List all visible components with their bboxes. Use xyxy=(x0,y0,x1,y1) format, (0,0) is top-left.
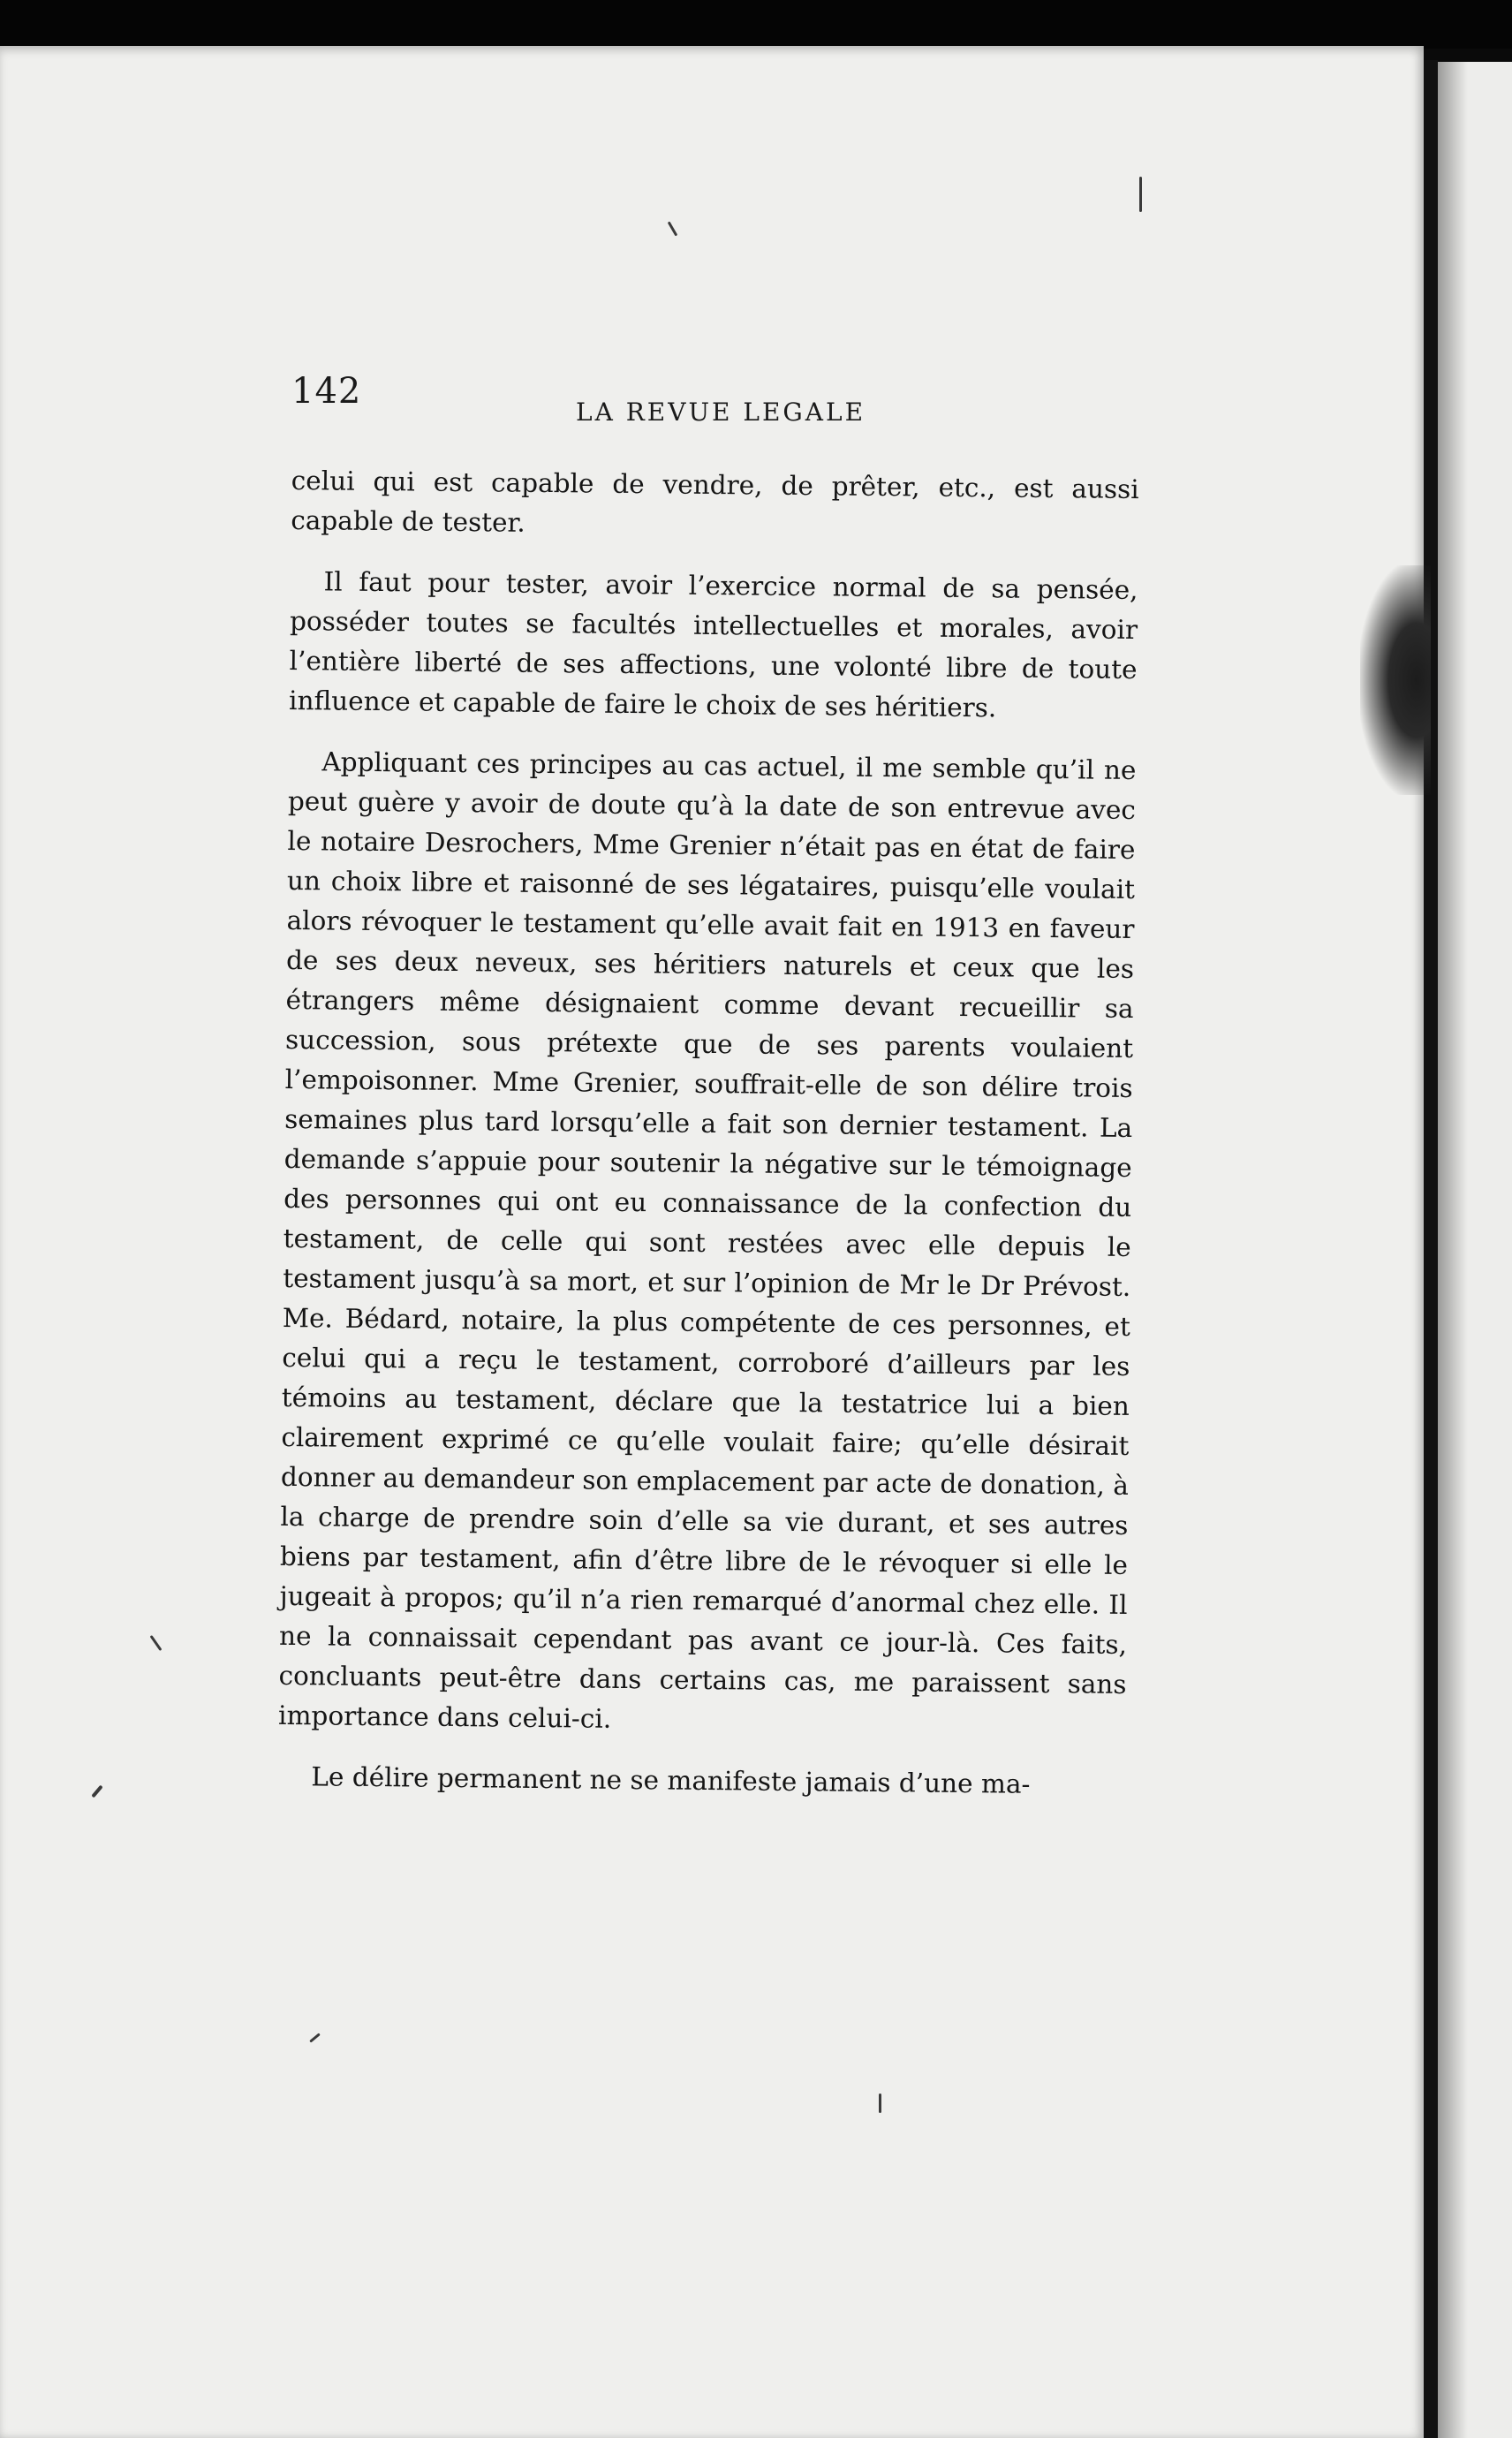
adjacent-page-shadow xyxy=(1438,62,1512,2438)
body-text xyxy=(277,461,1139,1806)
page-gutter-shadow xyxy=(1424,60,1438,2438)
paragraph: Le délire permanent ne se manifeste jamais d’une ma- xyxy=(311,1761,1031,1799)
paragraph: Il faut pour tester, avoir l’exercice normal de sa pensée, posséder toutes se facultés intellectuelles et morales, avoir l’entière liberté de ses affections, une volonté libre de toute influence et capable de faire le choix de ses héritiers. xyxy=(288,566,1138,723)
paragraph: Appliquant ces principes au cas actuel, il me semble qu’il ne peut guère y avoir de doute qu’à la date de son entrevue avec le notaire Desrochers, Mme Grenier n’était pas en état de faire un choix libre et raisonné de ses légataires, puisqu’elle voulait alors révoquer le testament qu’elle avait fait en 1913 en faveur de ses deux neveux, ses héritiers naturels et ceux que les étrangers même désignaient comme devant recueillir sa succession, sous prétexte que de ses parents voulaient l’empoisonner. Mme Grenier, souffrait-elle de son délire trois semaines plus tard lorsqu’elle a fait son dernier testament. La demande s’appuie pour soutenir la négative sur le témoignage des personnes qui ont eu connaissance de la confection du testament, de celle qui sont restées avec elle depuis le testament jusqu’à sa mort, et sur l’opinion de Mr le Dr Prévost. Me. Bédard, notaire, la plus compétente de ces personnes, et celui qui a reçu le testament, corroboré d’ailleurs par les témoins au testament, déclare que la testatrice lui a bien clairement exprimé ce qu’elle voulait faire; qu’elle désirait donner au demandeur son emplacement par acte de donation, à la charge de prendre soin d’elle sa vie durant, et ses autres biens par testament, afin d’être libre de le révoquer si elle le jugeait à propos; qu’il n’a rien remarqué d’anormal chez elle. Il ne la connaissait cependant pas avant ce jour-là. Ces faits, concluants peut-être dans certains cas, me paraissent sans importance dans celui-ci. xyxy=(277,746,1137,1734)
scan-top-border xyxy=(0,0,1512,49)
paragraph-continuation: celui qui est capable de vendre, de prêter, etc., est aussi capable de tester. xyxy=(291,465,1139,538)
journal-title: LA REVUE LEGALE xyxy=(576,398,866,427)
page-damage-mark xyxy=(1360,565,1431,795)
page-number: 142 xyxy=(291,371,362,412)
scan-speck xyxy=(879,2094,881,2113)
running-header xyxy=(291,371,1183,427)
scan-speck xyxy=(1139,177,1142,212)
